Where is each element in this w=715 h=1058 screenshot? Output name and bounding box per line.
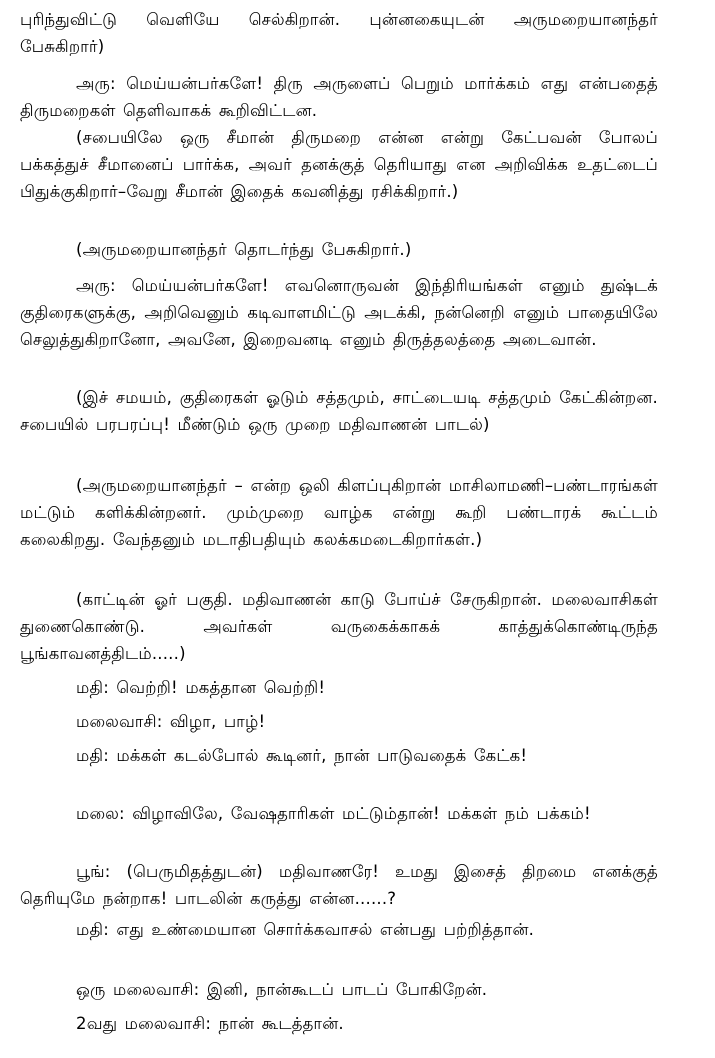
paragraph-9: மதி: வெற்றி! மகத்தான வெற்றி!	[76, 678, 326, 697]
paragraph-11: மதி: மக்கள் கடல்போல் கூடினர், நான் பாடுவதைக் கேட்க!	[76, 746, 528, 765]
paragraph-8: (காட்டின் ஓர் பகுதி. மதிவாணன் காடு போய்ச் சேருகிறான். மலைவாசிகள் துணைகொண்டு. அவர்கள் வருகைக்காகக் காத்துக்கொண்டிருந்த பூங்காவனத்திடம்.....)	[20, 590, 666, 663]
paragraph-14: மதி: எது உண்மையான சொர்க்கவாசல் என்பது பற்றித்தான்.	[76, 920, 535, 939]
paragraph-4: (அருமறையானந்தர் தொடர்ந்து பேசுகிறார்.)	[76, 240, 412, 259]
paragraph-12: மலை: விழாவிலே, வேஷதாரிகள் மட்டும்தான்! மக்கள் நம் பக்கம்!	[76, 804, 591, 823]
paragraph-16: 2வது மலைவாசி: நான் கூடத்தான்.	[76, 1014, 344, 1033]
paragraph-2: அரு: மெய்யன்பர்களே! திரு அருளைப் பெறும் மார்க்கம் எது என்பதைத் திருமறைகள் தெளிவாகக் கூறிவிட்டன.	[20, 74, 666, 120]
paragraph-5: அரு: மெய்யன்பர்களே! எவனொருவன் இந்திரியங்கள் எனும் துஷ்டக் குதிரைகளுக்கு, அறிவெனும் கடிவாளமிட்டு அடக்கி, நன்னெறி எனும் பாதையிலே செலுத்துகிறானோ, அவனே, இறைவனடி எனும் திருத்தலத்தை அடைவான்.	[20, 276, 666, 349]
paragraph-6: (இச் சமயம், குதிரைகள் ஓடும் சத்தமும், சாட்டையடி சத்தமும் கேட்கின்றன. சபையில் பரபரப்பு! மீண்டும் ஒரு முறை மதிவாணன் பாடல்)	[20, 388, 666, 434]
paragraph-13: பூங்: (பெருமிதத்துடன்) மதிவாணரே! உமது இசைத் திறமை எனக்குத் தெரியுமே நன்றாக! பாடலின் கருத்து என்ன......?	[20, 862, 666, 908]
paragraph-7: (அருமறையானந்தர் – என்ற ஒலி கிளப்புகிறான் மாசிலாமணி–பண்டாரங்கள் மட்டும் களிக்கின்றனர். மும்முறை வாழ்க என்று கூறி பண்டாரக் கூட்டம் கலைகிறது. வேந்தனும் மடாதிபதியும் கலக்கமடைகிறார்கள்.)	[20, 476, 666, 549]
paragraph-1: புரிந்துவிட்டு வெளியே செல்கிறான். புன்னகையுடன் அருமறையானந்தர் பேசுகிறார்)	[20, 10, 666, 56]
paragraph-15: ஒரு மலைவாசி: இனி, நான்கூடப் பாடப் போகிறேன்.	[76, 980, 488, 999]
paragraph-3: (சபையிலே ஒரு சீமான் திருமறை என்ன என்று கேட்பவன் போலப் பக்கத்துச் சீமானைப் பார்க்க, அவர் தனக்குத் தெரியாது என அறிவிக்க உதட்டைப் பிதுக்குகிறார்–வேறு சீமான் இதைக் கவனித்து ரசிக்கிறார்.)	[20, 128, 666, 201]
paragraph-10: மலைவாசி: விழா, பாழ்!	[76, 712, 266, 731]
